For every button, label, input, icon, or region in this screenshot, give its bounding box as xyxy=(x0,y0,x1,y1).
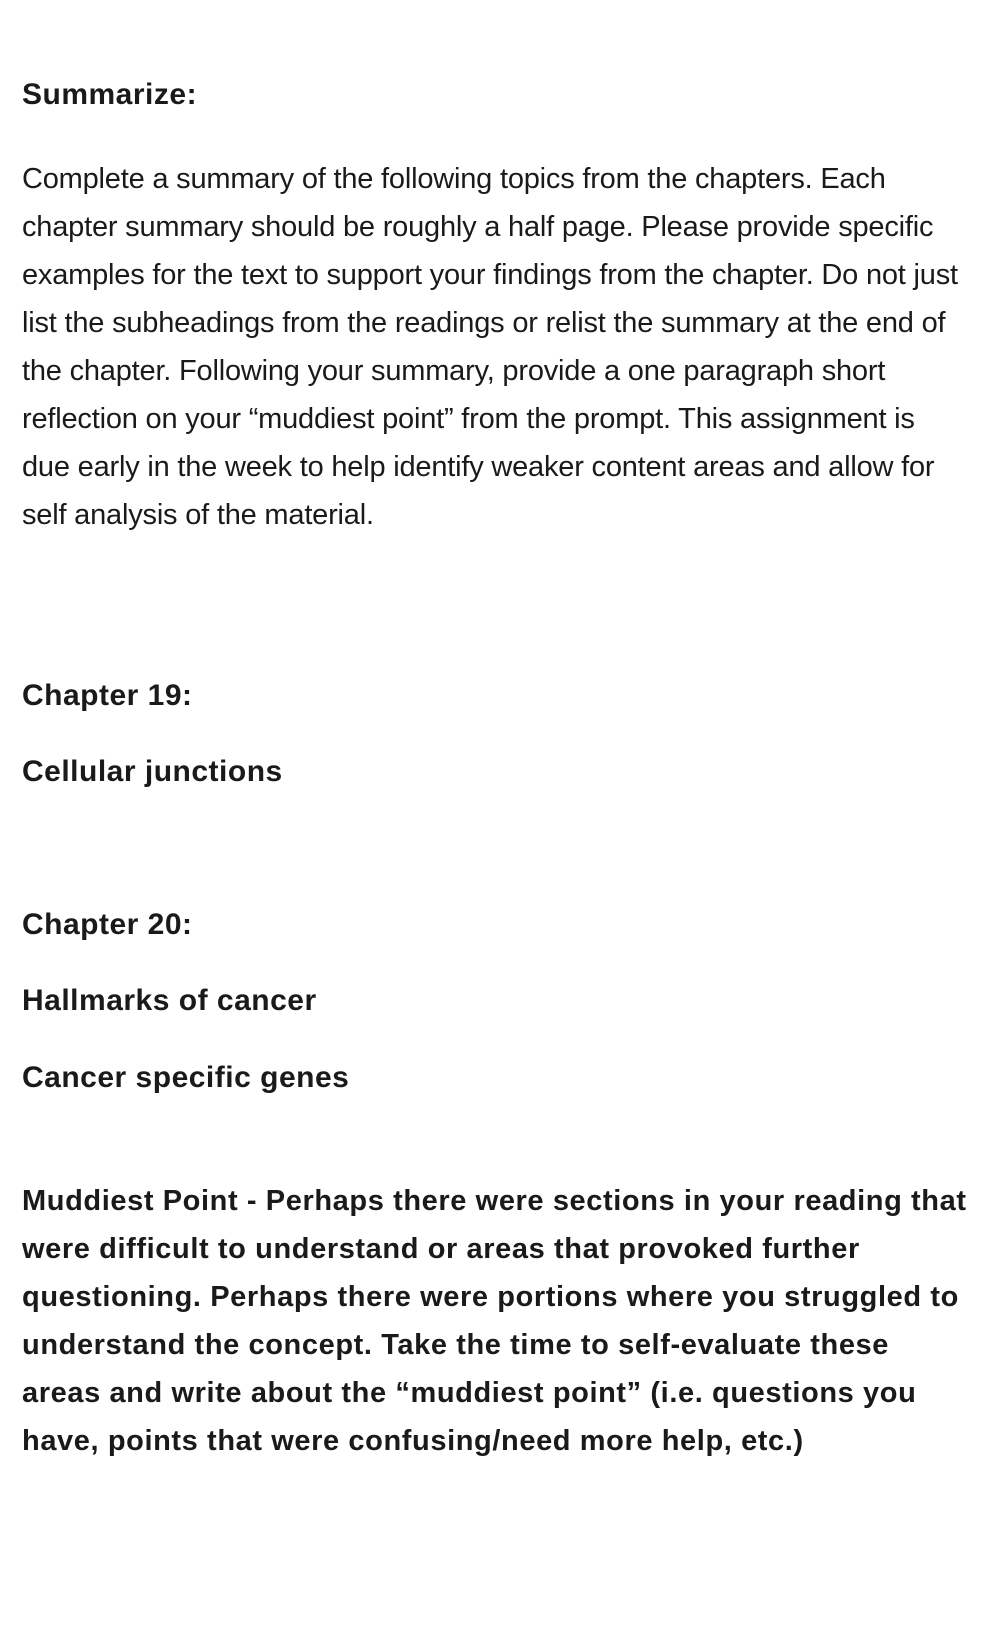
instructions-paragraph: Complete a summary of the following topics from the chapters. Each chapter summary should be roughly a half page. Please provide specific examples for the text to support your findings from the chapter. Do not just list the subheadings from the readings or relist the summary at the end of the chapter. Following your summary, provide a one paragraph short reflection on your “muddiest point” from the prompt. This assignment is due early in the week to help identify weaker content areas and allow for self analysis of the material. xyxy=(22,163,958,531)
chapter-20-topic-hallmarks-of-cancer: Hallmarks of cancer xyxy=(22,984,317,1017)
chapter-19-heading: Chapter 19: xyxy=(22,679,193,712)
summarize-heading: Summarize: xyxy=(22,78,198,111)
chapter-19-topic-cellular-junctions: Cellular junctions xyxy=(22,755,283,788)
chapter-20-topic-cancer-specific-genes: Cancer specific genes xyxy=(22,1061,350,1094)
muddiest-point-paragraph: Muddiest Point - Perhaps there were sections in your reading that were difficult to understand or areas that provoked further questioning. Perhaps there were portions where you struggled to understand the concept. Take the time to self-evaluate these areas and write about the “muddiest point” (i.e. questions you have, points that were confusing/need more help, etc.) xyxy=(22,1185,967,1457)
chapter-20-heading: Chapter 20: xyxy=(22,908,193,941)
